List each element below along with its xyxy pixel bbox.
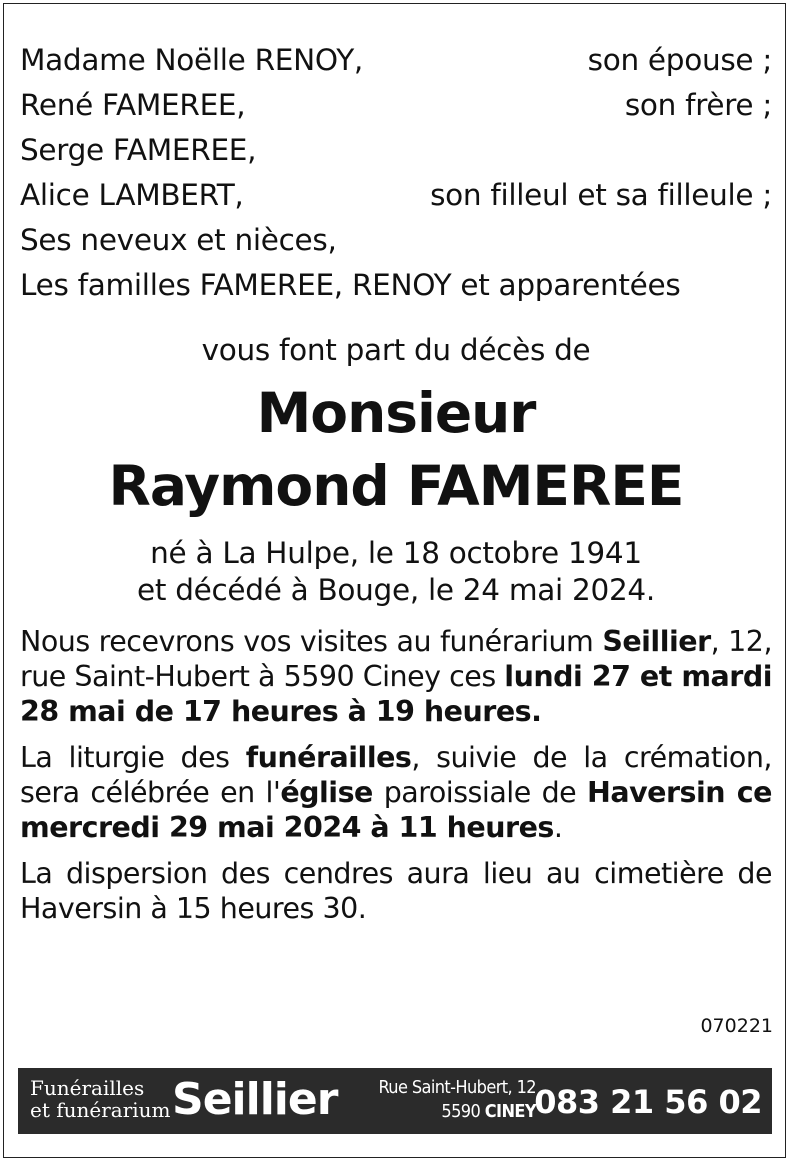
announcement-text: vous font part du décès de xyxy=(201,333,591,367)
dispersion-paragraph: La dispersion des cendres aura lieu au cimetière de Haversin à 15 heures 30. xyxy=(20,857,772,925)
family-row xyxy=(20,173,772,218)
liturgy-funerals: funérailles xyxy=(245,741,412,774)
liturgy-text: paroissiale de xyxy=(372,776,588,809)
banner-brand-logo: Seillier xyxy=(172,1074,338,1125)
family-row xyxy=(20,263,772,308)
life-dates xyxy=(20,535,772,609)
banner-postal: 5590 xyxy=(441,1101,485,1122)
banner-street: Rue Saint-Hubert, 12 xyxy=(378,1077,536,1098)
banner-service-label xyxy=(30,1077,171,1121)
liturgy-text: . xyxy=(553,811,563,844)
banner-phone: 083 21 56 02 xyxy=(534,1083,762,1121)
liturgy-text: , suivie de la crémation, sera célébrée en l' xyxy=(20,741,772,809)
death-line: et décédé à Bouge, le 24 mai 2024. xyxy=(137,573,655,607)
family-row xyxy=(20,38,772,83)
family-row xyxy=(20,83,772,128)
banner-line-funerarium: et funérarium xyxy=(30,1098,171,1122)
family-member-relation: son filleul et sa filleule ; xyxy=(430,178,772,212)
visit-address: , 12, rue Saint-Hubert à 5590 Ciney ces xyxy=(20,625,773,693)
birth-line: né à La Hulpe, le 18 octobre 1941 xyxy=(150,536,642,570)
visit-hours: lundi 27 et mardi 28 mai de 17 heures à 19 heures. xyxy=(20,660,772,728)
family-member-name: Alice LAMBERT, xyxy=(20,178,244,212)
notice-content xyxy=(20,38,772,926)
liturgy-church: église xyxy=(280,776,373,809)
visit-text: Nous recevrons vos visites au funérarium xyxy=(20,625,603,658)
visit-paragraph xyxy=(20,624,772,729)
reference-number: 070221 xyxy=(700,1015,773,1037)
banner-line-funerailles: Funérailles xyxy=(30,1076,145,1100)
deceased-name-block xyxy=(20,377,772,523)
family-member-relation: son frère ; xyxy=(624,88,772,122)
deceased-title: Monsieur xyxy=(256,381,536,445)
family-member-relation: son épouse ; xyxy=(587,43,772,77)
family-row xyxy=(20,128,772,173)
liturgy-date-place: Haversin ce mercredi 29 mai 2024 à 11 heures xyxy=(20,776,772,844)
family-member-name: René FAMEREE, xyxy=(20,88,246,122)
banner-address xyxy=(368,1076,536,1124)
funerarium-name: Seillier xyxy=(602,625,711,658)
family-row xyxy=(20,218,772,263)
family-member-name: Madame Noëlle RENOY, xyxy=(20,43,363,77)
liturgy-paragraph xyxy=(20,740,772,845)
funeral-home-banner xyxy=(18,1068,772,1134)
family-member-name: Ses neveux et nièces, xyxy=(20,223,337,257)
family-member-name: Les familles FAMEREE, RENOY et apparentées xyxy=(20,268,681,302)
banner-city: CINEY xyxy=(484,1101,536,1122)
liturgy-text: La liturgie des xyxy=(20,741,246,774)
family-member-name: Serge FAMEREE, xyxy=(20,133,257,167)
banner-city-line xyxy=(368,1100,536,1124)
deceased-name: Raymond FAMEREE xyxy=(108,454,684,518)
